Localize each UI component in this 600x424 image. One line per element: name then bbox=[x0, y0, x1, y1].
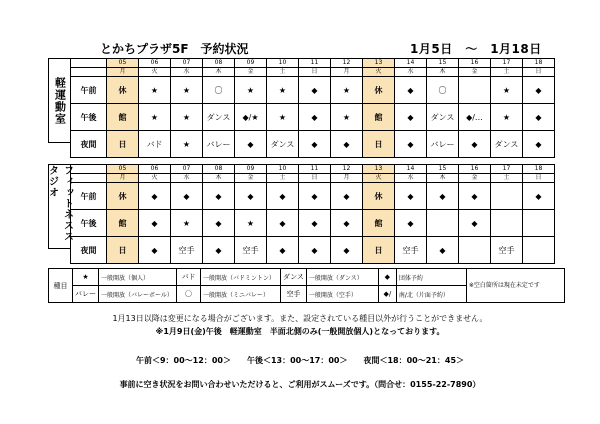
table-row bbox=[71, 77, 555, 104]
schedule-cell: ◆ bbox=[459, 183, 491, 210]
date-header: 18 bbox=[523, 165, 555, 174]
header-blank bbox=[71, 165, 107, 174]
schedule-cell: ◆ bbox=[331, 237, 363, 264]
schedule-cell: ダンス bbox=[491, 131, 523, 158]
schedule-cell: 館 bbox=[363, 210, 395, 237]
date-header: 16 bbox=[459, 59, 491, 68]
date-header: 11 bbox=[299, 165, 331, 174]
schedule-cell bbox=[491, 183, 523, 210]
schedule-cell bbox=[427, 210, 459, 237]
schedule-cell: ◆ bbox=[139, 183, 171, 210]
weekday-header: 月 bbox=[107, 68, 139, 77]
weekday-header: 土 bbox=[491, 174, 523, 183]
date-header: 09 bbox=[235, 59, 267, 68]
notice-line-2: ※1月9日(金)午後 軽運動室 半面北側のみ(一般開放個人)となっております。 bbox=[155, 327, 445, 336]
schedule-cell: ◆/★ bbox=[235, 104, 267, 131]
schedule-cell: ★ bbox=[139, 104, 171, 131]
legend-text: 南/北（片面予約） bbox=[396, 286, 466, 303]
weekday-header: 水 bbox=[171, 174, 203, 183]
schedule-cell: バレー bbox=[203, 131, 235, 158]
schedule-cell: ★ bbox=[171, 77, 203, 104]
weekday-header: 火 bbox=[139, 68, 171, 77]
schedule-cell: 空手 bbox=[171, 237, 203, 264]
schedule-cell: ★ bbox=[171, 104, 203, 131]
schedule-cell: ◆ bbox=[267, 183, 299, 210]
legend-text: 一般開放（バドミントン） bbox=[201, 269, 281, 286]
weekday-header: 木 bbox=[203, 174, 235, 183]
period-label: 午前 bbox=[71, 183, 107, 210]
weekday-header: 月 bbox=[331, 174, 363, 183]
header-blank bbox=[71, 59, 107, 68]
schedule-cell bbox=[491, 210, 523, 237]
weekday-header: 金 bbox=[459, 174, 491, 183]
schedule-cell: ◆ bbox=[203, 210, 235, 237]
date-header: 07 bbox=[171, 165, 203, 174]
schedule-cell: ◆ bbox=[331, 131, 363, 158]
schedule-cell bbox=[459, 237, 491, 264]
schedule-cell: 休 bbox=[107, 77, 139, 104]
weekday-header: 月 bbox=[107, 174, 139, 183]
schedule-cell: ★ bbox=[139, 77, 171, 104]
schedule-cell: ★ bbox=[171, 131, 203, 158]
weekday-header: 月 bbox=[331, 68, 363, 77]
legend-symbol: ◆/ bbox=[378, 286, 396, 303]
schedule-cell: ダンス bbox=[427, 104, 459, 131]
schedule-cell: 日 bbox=[363, 237, 395, 264]
schedule-cell: ◆ bbox=[299, 104, 331, 131]
legend-text: 一般開放（バレーボール） bbox=[99, 286, 177, 303]
date-header: 15 bbox=[427, 59, 459, 68]
schedule-cell bbox=[523, 237, 555, 264]
weekday-header: 金 bbox=[459, 68, 491, 77]
legend-note: ※空白箇所は現在未定です bbox=[466, 269, 564, 303]
legend-text: 一般開放（個人） bbox=[99, 269, 177, 286]
weekday-header: 木 bbox=[427, 68, 459, 77]
schedule-cell: ◆ bbox=[299, 183, 331, 210]
period-label: 午後 bbox=[71, 104, 107, 131]
contact-line: 事前に空き状況をお問い合わせいただけると、ご利用がスムーズです。（問合せ：0155-22-7890） bbox=[119, 380, 481, 389]
legend-header: 種目 bbox=[49, 269, 73, 303]
schedule-cell: ◆/… bbox=[459, 104, 491, 131]
date-header: 10 bbox=[267, 59, 299, 68]
schedule-table-fitness-studio bbox=[70, 164, 555, 264]
schedule-cell: ★ bbox=[235, 77, 267, 104]
schedule-cell: ◆ bbox=[235, 131, 267, 158]
header-blank bbox=[71, 174, 107, 183]
opening-times: 午前＜9：00～12：00＞ 午後＜13：00～17：00＞ 夜間＜18：00～21：45＞ bbox=[135, 356, 465, 365]
date-header: 12 bbox=[331, 59, 363, 68]
schedule-cell: ◆ bbox=[203, 183, 235, 210]
schedule-cell: 休 bbox=[363, 77, 395, 104]
weekday-header: 火 bbox=[363, 68, 395, 77]
weekday-header: 木 bbox=[427, 174, 459, 183]
legend-text: 一般開放（ミニバレー） bbox=[201, 286, 281, 303]
weekday-header: 金 bbox=[235, 68, 267, 77]
date-header: 17 bbox=[491, 165, 523, 174]
schedule-cell: バド bbox=[139, 131, 171, 158]
schedule-cell: ◆ bbox=[523, 183, 555, 210]
date-header: 08 bbox=[203, 165, 235, 174]
legend-symbol: ダンス bbox=[281, 269, 307, 286]
schedule-cell: ◆ bbox=[459, 210, 491, 237]
weekday-header: 木 bbox=[203, 68, 235, 77]
date-range: 1月5日 ～ 1月18日 bbox=[410, 42, 542, 56]
legend-symbol: ★ bbox=[73, 269, 99, 286]
legend-text: 団体予約 bbox=[396, 269, 466, 286]
schedule-cell: ★ bbox=[491, 77, 523, 104]
schedule-cell: 日 bbox=[107, 131, 139, 158]
weekday-header: 土 bbox=[267, 174, 299, 183]
weekday-header: 日 bbox=[523, 68, 555, 77]
period-label: 午後 bbox=[71, 210, 107, 237]
date-header: 11 bbox=[299, 59, 331, 68]
weekday-header: 土 bbox=[491, 68, 523, 77]
schedule-cell: ◆ bbox=[267, 210, 299, 237]
table-row bbox=[71, 237, 555, 264]
schedule-cell: ◆ bbox=[395, 210, 427, 237]
schedule-cell: ◆ bbox=[139, 237, 171, 264]
schedule-cell: 休 bbox=[107, 183, 139, 210]
weekday-header: 水 bbox=[171, 68, 203, 77]
date-header: 08 bbox=[203, 59, 235, 68]
schedule-cell: ★ bbox=[331, 77, 363, 104]
legend-symbol: 〇 bbox=[177, 286, 201, 303]
date-header: 15 bbox=[427, 165, 459, 174]
schedule-cell: 休 bbox=[363, 183, 395, 210]
date-header: 06 bbox=[139, 165, 171, 174]
schedule-cell: 館 bbox=[363, 104, 395, 131]
schedule-cell: ◆ bbox=[171, 183, 203, 210]
date-header: 13 bbox=[363, 59, 395, 68]
date-header: 14 bbox=[395, 165, 427, 174]
date-header: 06 bbox=[139, 59, 171, 68]
period-label: 夜間 bbox=[71, 237, 107, 264]
schedule-table-light-exercise bbox=[70, 58, 555, 158]
schedule-cell: ◆ bbox=[267, 237, 299, 264]
schedule-cell: 日 bbox=[363, 131, 395, 158]
schedule-cell: ★ bbox=[267, 104, 299, 131]
schedule-cell: 〇 bbox=[203, 77, 235, 104]
schedule-cell: ◆ bbox=[203, 237, 235, 264]
schedule-cell: ★ bbox=[331, 104, 363, 131]
schedule-cell: ◆ bbox=[459, 131, 491, 158]
table-row bbox=[71, 131, 555, 158]
table-row bbox=[71, 104, 555, 131]
date-header: 10 bbox=[267, 165, 299, 174]
schedule-cell: ◆ bbox=[395, 131, 427, 158]
schedule-cell: ◆ bbox=[523, 104, 555, 131]
weekday-header: 日 bbox=[523, 174, 555, 183]
date-header: 18 bbox=[523, 59, 555, 68]
schedule-cell: ◆ bbox=[139, 210, 171, 237]
legend-text: 一般開放（ダンス） bbox=[306, 269, 378, 286]
schedule-cell bbox=[523, 210, 555, 237]
schedule-cell: ◆ bbox=[427, 237, 459, 264]
notice-line-1: 1月13日以降は変更になる場合がございます。また、設定されている種目以外が行うことができません。 bbox=[112, 314, 488, 323]
schedule-cell: ◆ bbox=[299, 210, 331, 237]
schedule-cell: ◆ bbox=[299, 77, 331, 104]
room-label-light-exercise: 軽運動室 bbox=[48, 58, 70, 143]
schedule-cell: ◆ bbox=[395, 183, 427, 210]
date-header: 13 bbox=[363, 165, 395, 174]
legend-text: 一般開放（空手） bbox=[306, 286, 378, 303]
date-header: 07 bbox=[171, 59, 203, 68]
date-header: 09 bbox=[235, 165, 267, 174]
weekday-header: 日 bbox=[299, 174, 331, 183]
schedule-cell: 〇 bbox=[427, 77, 459, 104]
weekday-header: 火 bbox=[363, 174, 395, 183]
schedule-cell: ◆ bbox=[395, 104, 427, 131]
header-blank bbox=[71, 68, 107, 77]
period-label: 午前 bbox=[71, 77, 107, 104]
schedule-cell: ★ bbox=[267, 77, 299, 104]
legend-symbol: バド bbox=[177, 269, 201, 286]
schedule-cell: ★ bbox=[235, 210, 267, 237]
schedule-cell: ★ bbox=[171, 210, 203, 237]
schedule-cell: バレー bbox=[427, 131, 459, 158]
weekday-header: 水 bbox=[395, 174, 427, 183]
legend-table bbox=[48, 268, 565, 303]
schedule-cell: ◆ bbox=[331, 210, 363, 237]
date-header: 16 bbox=[459, 165, 491, 174]
weekday-header: 火 bbox=[139, 174, 171, 183]
legend-symbol: ◆ bbox=[378, 269, 396, 286]
table-row bbox=[71, 210, 555, 237]
date-header: 12 bbox=[331, 165, 363, 174]
schedule-cell: 館 bbox=[107, 210, 139, 237]
schedule-cell: 館 bbox=[107, 104, 139, 131]
schedule-cell: 空手 bbox=[491, 237, 523, 264]
table-row bbox=[71, 183, 555, 210]
schedule-cell: ダンス bbox=[267, 131, 299, 158]
schedule-cell: 日 bbox=[107, 237, 139, 264]
weekday-header: 水 bbox=[395, 68, 427, 77]
date-header: 05 bbox=[107, 59, 139, 68]
schedule-cell bbox=[459, 77, 491, 104]
schedule-cell: 空手 bbox=[235, 237, 267, 264]
weekday-header: 土 bbox=[267, 68, 299, 77]
date-header: 05 bbox=[107, 165, 139, 174]
legend-symbol: バレー bbox=[73, 286, 99, 303]
schedule-cell: ダンス bbox=[203, 104, 235, 131]
schedule-cell: ◆ bbox=[523, 131, 555, 158]
schedule-cell: ◆ bbox=[427, 183, 459, 210]
schedule-cell: ◆ bbox=[299, 237, 331, 264]
schedule-cell: ◆ bbox=[395, 77, 427, 104]
schedule-cell: ◆ bbox=[523, 77, 555, 104]
schedule-cell: ◆ bbox=[299, 131, 331, 158]
date-header: 14 bbox=[395, 59, 427, 68]
date-header: 17 bbox=[491, 59, 523, 68]
schedule-cell: 空手 bbox=[395, 237, 427, 264]
room-label-fitness-studio: フィットネススタジオ bbox=[48, 164, 70, 249]
page-title: とかちプラザ5F 予約状況 bbox=[100, 42, 249, 56]
period-label: 夜間 bbox=[71, 131, 107, 158]
schedule-cell: ◆ bbox=[235, 183, 267, 210]
schedule-cell: ◆ bbox=[331, 183, 363, 210]
schedule-cell: ★ bbox=[491, 104, 523, 131]
legend-symbol: 空手 bbox=[281, 286, 307, 303]
weekday-header: 金 bbox=[235, 174, 267, 183]
weekday-header: 日 bbox=[299, 68, 331, 77]
